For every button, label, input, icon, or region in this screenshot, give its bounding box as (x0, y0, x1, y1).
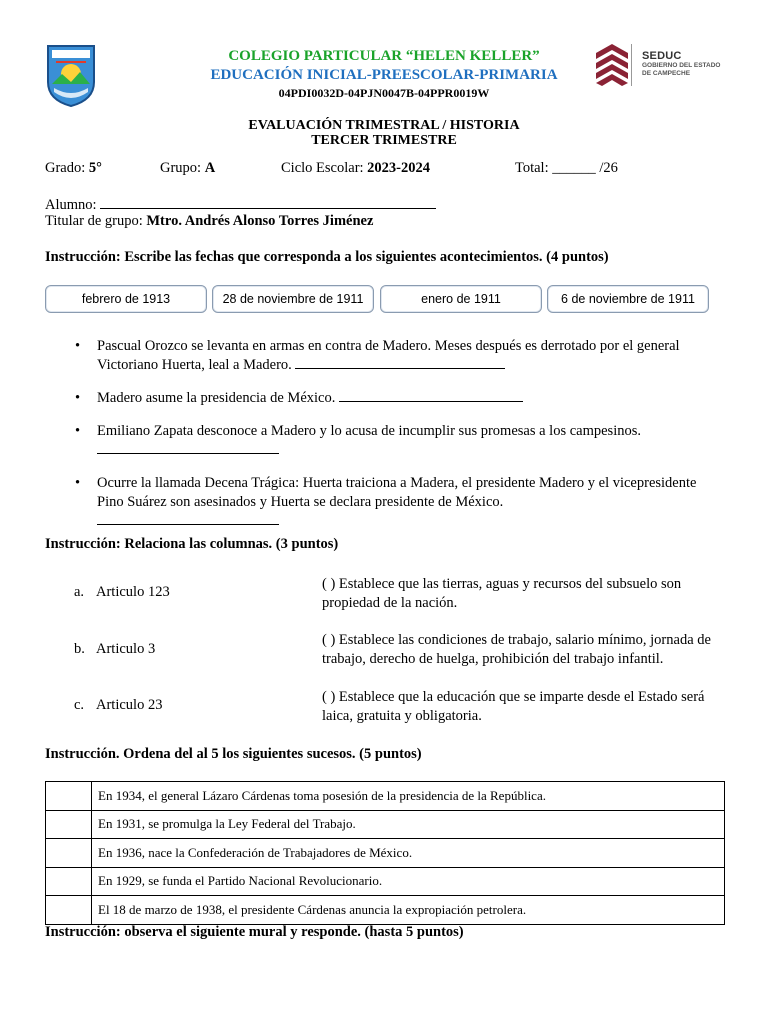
instruction-1: Instrucción: Escribe las fechas que corresponda a los siguientes acontecimientos. (4 puntos) (45, 249, 609, 265)
table-row (46, 810, 725, 839)
answer-blank[interactable] (97, 512, 279, 525)
school-codes: 04PDI0032D-04PJN0047B-04PPR0019W (278, 86, 490, 100)
item-letter: c. (74, 697, 85, 713)
event-item (75, 389, 715, 408)
school-name: COLEGIO PARTICULAR “HELEN KELLER” (228, 48, 540, 64)
answer-blank[interactable] (295, 356, 505, 369)
instruction-2: Instrucción: Relaciona las columnas. (3 puntos) (45, 536, 339, 552)
item-text: Articulo 123 (96, 584, 170, 600)
event-item (75, 422, 715, 460)
exam-title: EVALUACIÓN TRIMESTRAL / HISTORIA (248, 118, 520, 133)
event-cell: En 1929, se funda el Partido Nacional Revolucionario. (92, 867, 725, 896)
events-list (75, 337, 715, 531)
event-text: Ocurre la llamada Decena Trágica: Huerta traiciona a Madera, el presidente Madero y el vicepresidente Pino Suárez son asesinados y Huerta se declara presidente de México. (97, 475, 697, 510)
ciclo-label: Ciclo Escolar: (281, 160, 368, 176)
order-number-cell[interactable] (46, 839, 92, 868)
event-cell: En 1936, nace la Confederación de Trabajadores de México. (92, 839, 725, 868)
order-number-cell[interactable] (46, 867, 92, 896)
table-row (46, 867, 725, 896)
date-option: 6 de noviembre de 1911 (547, 285, 709, 313)
alumno (45, 196, 436, 214)
item-letter: b. (74, 641, 85, 657)
event-item (75, 337, 715, 375)
event-cell: El 18 de marzo de 1938, el presidente Cárdenas anuncia la expropiación petrolera. (92, 896, 725, 925)
titular-label: Titular de grupo: (45, 213, 147, 229)
column-a-item (74, 584, 170, 601)
answer-blank[interactable] (339, 389, 523, 402)
column-a-item (74, 697, 162, 714)
event-text: Pascual Orozco se levanta en armas en contra de Madero. Meses después es derrotado por el general Victoriano Huerta, leal a Madero. (97, 338, 680, 373)
instruction-3: Instrucción. Ordena del al 5 los siguientes sucesos. (5 puntos) (45, 746, 422, 762)
grado (45, 160, 102, 177)
titular (45, 213, 373, 230)
total: Total: ______ /26 (515, 160, 618, 176)
grado-value: 5° (88, 160, 102, 176)
table-row (46, 839, 725, 868)
item-letter: a. (74, 584, 85, 600)
event-text: Emiliano Zapata desconoce a Madero y lo acusa de incumplir sus promesas a los campesinos. (97, 423, 641, 439)
gov-line-2: DE CAMPECHE (642, 70, 691, 77)
school-levels: EDUCACIÓN INICIAL-PREESCOLAR-PRIMARIA (210, 67, 558, 83)
event-cell: En 1931, se promulga la Ley Federal del Trabajo. (92, 810, 725, 839)
ciclo-value: 2023-2024 (367, 160, 431, 176)
column-a-item (74, 641, 155, 658)
date-option: enero de 1911 (380, 285, 542, 313)
alumno-label: Alumno: (45, 197, 101, 213)
date-option: febrero de 1913 (45, 285, 207, 313)
table-row (46, 896, 725, 925)
order-number-cell[interactable] (46, 896, 92, 925)
column-b-item[interactable]: ( ) Establece las condiciones de trabajo, salario mínimo, jornada de trabajo, derecho de huelga, prohibición del trabajo infantil. (322, 632, 711, 667)
column-b-item[interactable]: ( ) Establece que la educación que se imparte desde el Estado será laica, gratuita y obligatoria. (322, 689, 705, 724)
titular-value: Mtro. Andrés Alonso Torres Jiménez (146, 213, 374, 229)
order-number-cell[interactable] (46, 782, 92, 811)
event-item (75, 474, 715, 531)
event-text: Madero asume la presidencia de México. (97, 390, 336, 406)
item-text: Articulo 23 (96, 697, 163, 713)
grupo (160, 160, 215, 177)
grupo-label: Grupo: (160, 160, 205, 176)
item-text: Articulo 3 (96, 641, 156, 657)
gov-line-1: GOBIERNO DEL ESTADO (642, 62, 721, 69)
table-row (46, 782, 725, 811)
column-b-item[interactable]: ( ) Establece que las tierras, aguas y recursos del subsuelo son propiedad de la nación. (322, 576, 682, 611)
alumno-blank[interactable] (100, 196, 436, 209)
order-table (45, 781, 725, 925)
ciclo (281, 160, 430, 177)
exam-subtitle: TERCER TRIMESTRE (311, 133, 457, 148)
grupo-value: A (204, 160, 216, 176)
answer-blank[interactable] (97, 441, 279, 454)
grado-label: Grado: (45, 160, 89, 176)
event-cell: En 1934, el general Lázaro Cárdenas toma posesión de la presidencia de la República. (92, 782, 725, 811)
instruction-4: Instrucción: observa el siguiente mural y responde. (hasta 5 puntos) (45, 924, 464, 940)
seduc-title: SEDUC (642, 50, 682, 62)
date-option: 28 de noviembre de 1911 (212, 285, 374, 313)
order-number-cell[interactable] (46, 810, 92, 839)
